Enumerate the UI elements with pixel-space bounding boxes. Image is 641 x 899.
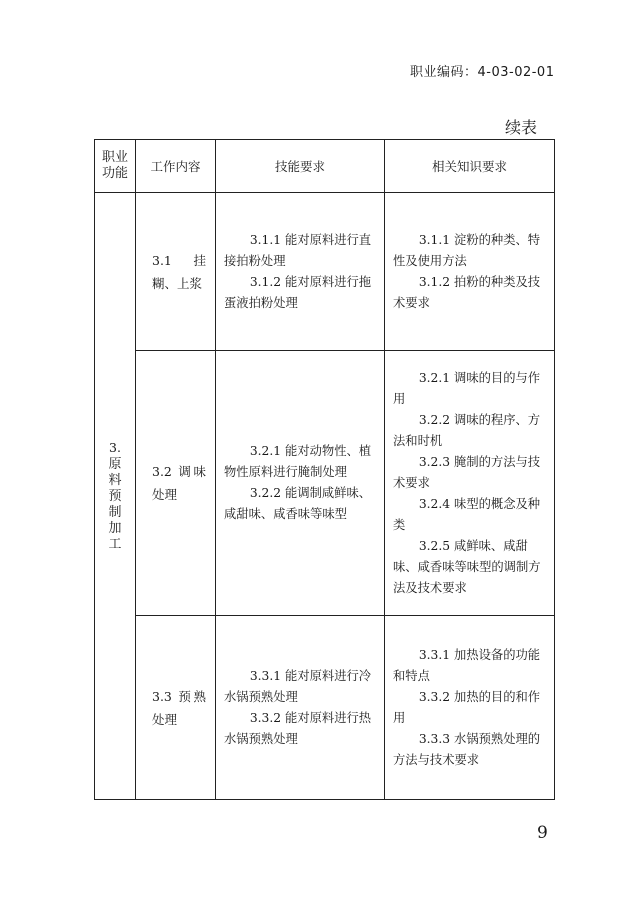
knowledge-cell [385, 193, 555, 351]
occupation-code: 职业编码：4-03-02-01 [410, 65, 555, 80]
table-row [95, 193, 555, 351]
skill-item: 3.3.2 能对原料进行热水锅预熟处理 [224, 710, 372, 746]
page-number: 9 [537, 823, 548, 843]
knowledge-item: 3.3.1 加热设备的功能和特点 [393, 647, 541, 683]
header-knowledge: 相关知识要求 [385, 140, 555, 193]
knowledge-item: 3.2.4 味型的概念及种类 [393, 496, 541, 532]
function-name: 原料预制加工 [108, 457, 122, 552]
knowledge-item: 3.3.2 加热的目的和作用 [393, 689, 541, 725]
knowledge-cell [385, 616, 555, 800]
skill-standard-table [94, 139, 555, 800]
content-cell: 3.3 预熟处理 [136, 616, 216, 800]
knowledge-item: 3.1.2 拍粉的种类及技术要求 [393, 274, 541, 310]
function-number: 3. [109, 440, 121, 455]
table-row [95, 616, 555, 800]
knowledge-item: 3.2.3 腌制的方法与技术要求 [393, 454, 541, 490]
skills-cell [216, 616, 385, 800]
knowledge-item: 3.2.5 咸鲜味、咸甜味、咸香味等味型的调制方法及技术要求 [393, 538, 541, 595]
header-function: 职业功能 [95, 140, 136, 193]
table-header-row [95, 140, 555, 193]
header-content: 工作内容 [136, 140, 216, 193]
skill-item: 3.1.1 能对原料进行直接拍粉处理 [224, 232, 372, 268]
skill-item: 3.2.2 能调制咸鲜味、咸甜味、咸香味等味型 [224, 486, 372, 521]
skills-cell [216, 351, 385, 616]
content-cell: 3.2 调味处理 [136, 351, 216, 616]
knowledge-item: 3.2.1 调味的目的与作用 [393, 370, 541, 406]
table-row [95, 351, 555, 616]
function-cell [95, 193, 136, 800]
knowledge-cell [385, 351, 555, 616]
skills-cell [216, 193, 385, 351]
skill-item: 3.3.1 能对原料进行冷水锅预熟处理 [224, 668, 372, 704]
continued-label: 续表 [505, 118, 538, 137]
knowledge-item: 3.2.2 调味的程序、方法和时机 [393, 412, 541, 448]
knowledge-item: 3.1.1 淀粉的种类、特性及使用方法 [393, 232, 541, 268]
skill-item: 3.1.2 能对原料进行拖蛋液拍粉处理 [224, 274, 372, 310]
header-skills: 技能要求 [216, 140, 385, 193]
content-cell: 3.1 挂糊、上浆 [136, 193, 216, 351]
knowledge-item: 3.3.3 水锅预熟处理的方法与技术要求 [393, 731, 541, 767]
skill-item: 3.2.1 能对动物性、植物性原料进行腌制处理 [224, 444, 372, 479]
